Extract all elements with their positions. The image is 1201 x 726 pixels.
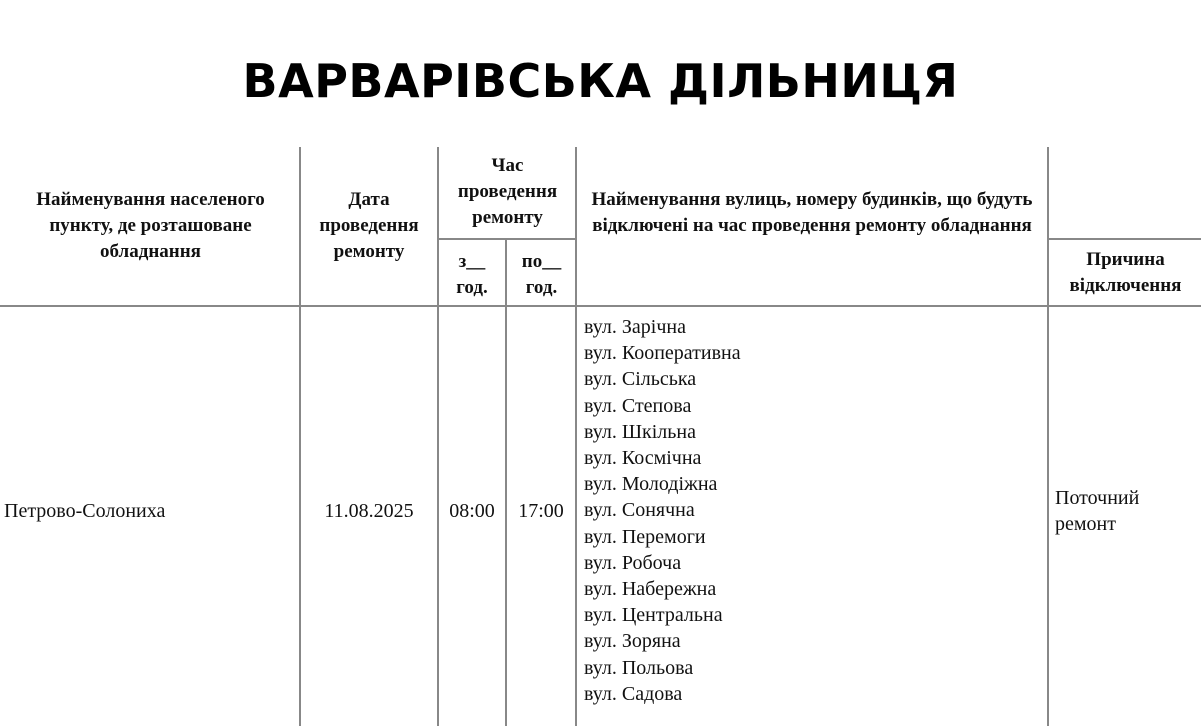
header-reason: Причина відключення (1069, 249, 1182, 296)
header-date: Дата проведення ремонту (319, 189, 419, 262)
row-streets-list (584, 314, 741, 707)
street-item: вул. Степова (584, 394, 692, 417)
row-time-from: 08:00 (449, 500, 495, 522)
header-time-from: з__ год. (456, 251, 488, 298)
header-time: Час проведення ремонту (457, 155, 558, 228)
header-streets: Найменування вулиць, номеру будинків, що будуть відключені на час проведення ремонту обладнання (591, 189, 1033, 236)
table-border (1047, 238, 1201, 240)
street-item: вул. Зарічна (584, 316, 686, 338)
street-item: вул. Сонячна (584, 499, 695, 522)
street-item: вул. Космічна (584, 447, 702, 470)
header-time-to: по__ год. (521, 251, 562, 298)
street-item: вул. Робоча (584, 551, 682, 574)
street-item: вул. Кооперативна (584, 342, 741, 365)
street-item: вул. Молодіжна (584, 473, 718, 496)
table-border (437, 147, 439, 726)
page-title: ВАРВАРІВСЬКА ДІЛЬНИЦЯ (242, 54, 959, 108)
table-border (575, 147, 577, 726)
table-border (437, 238, 577, 240)
row-reason: Поточний ремонт (1055, 487, 1140, 535)
table-border (505, 238, 507, 726)
street-item: вул. Шкільна (584, 420, 696, 443)
street-item: вул. Перемоги (584, 525, 706, 548)
street-item: вул. Центральна (584, 604, 723, 627)
row-time-to: 17:00 (518, 500, 564, 522)
street-item: вул. Садова (584, 682, 683, 705)
row-settlement: Петрово-Солониха (4, 500, 166, 522)
street-item: вул. Зоряна (584, 630, 681, 653)
row-date: 11.08.2025 (324, 500, 414, 522)
header-settlement: Найменування населеного пункту, де розташоване обладнання (36, 189, 265, 262)
table-border (299, 147, 301, 726)
street-item: вул. Польова (584, 656, 694, 679)
table-border (1047, 147, 1049, 726)
table-border (0, 305, 1201, 307)
street-item: вул. Сільська (584, 368, 697, 391)
street-item: вул. Набережна (584, 578, 717, 601)
